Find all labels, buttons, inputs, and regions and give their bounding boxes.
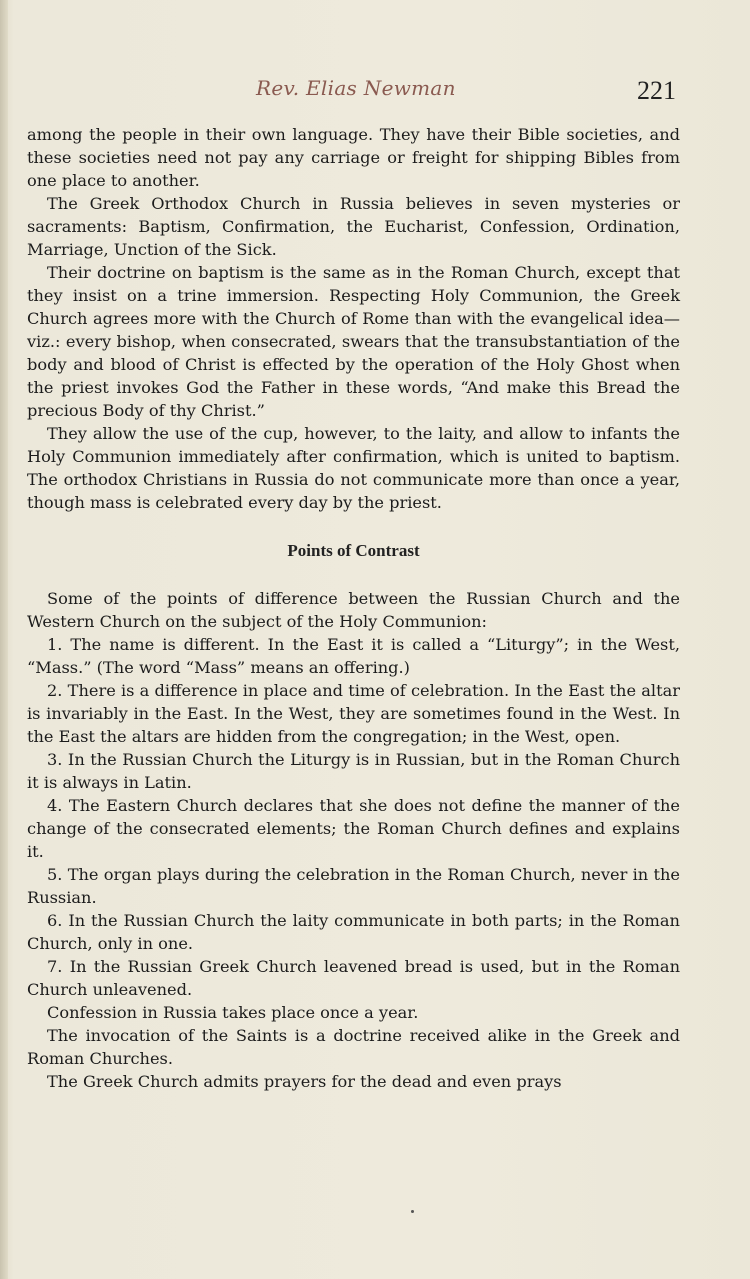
paragraph: They allow the use of the cup, however, to the laity, and allow to infants the Holy Communion immediately after confirmation, which is united to baptism. The orthodox Christians in Russia do not communicate more than once a year, though mass is celebrated every day by the priest. <box>27 424 680 512</box>
stray-ink-mark <box>411 1210 414 1213</box>
paragraph: Some of the points of difference between the Russian Church and the Western Church on the subject of the Holy Communion: <box>27 589 680 631</box>
list-item: 2. There is a difference in place and time of celebration. In the East the altar is invariably in the East. In the West, they are sometimes found in the West. In the East the altars are hidden from the congregation; in the West, open. <box>27 681 680 746</box>
list-item: 7. In the Russian Greek Church leavened bread is used, but in the Roman Church unleavened. <box>27 957 680 999</box>
paragraph: among the people in their own language. They have their Bible societies, and these societies need not pay any carriage or freight for shipping Bibles from one place to another. <box>27 125 680 190</box>
body-text <box>27 123 680 1093</box>
list-item: 6. In the Russian Church the laity communicate in both parts; in the Roman Church, only in one. <box>27 911 680 953</box>
list-item: 3. In the Russian Church the Liturgy is in Russian, but in the Roman Church it is always in Latin. <box>27 750 680 792</box>
paragraph: The invocation of the Saints is a doctrine received alike in the Greek and Roman Churches. <box>27 1026 680 1068</box>
paragraph: The Greek Church admits prayers for the dead and even prays <box>47 1072 562 1091</box>
running-head <box>0 76 750 110</box>
paragraph: The Greek Orthodox Church in Russia believes in seven mysteries or sacraments: Baptism, Confirmation, the Eucharist, Confession, Ordination, Marriage, Unction of the Sick. <box>27 194 680 259</box>
running-title: Rev. Elias Newman <box>256 76 456 100</box>
list-item: 4. The Eastern Church declares that she does not define the manner of the change of the consecrated elements; the Roman Church defines and explains it. <box>27 796 680 861</box>
list-item: 5. The organ plays during the celebration in the Roman Church, never in the Russian. <box>27 865 680 907</box>
page-spine-shadow <box>0 0 8 1279</box>
paragraph: Confession in Russia takes place once a year. <box>47 1003 419 1022</box>
paragraph: Their doctrine on baptism is the same as in the Roman Church, except that they insist on a trine immersion. Respecting Holy Communion, the Greek Church agrees more with the Church of Rome than with the evangelical idea—viz.: every bishop, when consecrated, swears that the transubstantiation of the body and blood of Christ is effected by the operation of the Holy Ghost when the priest invokes God the Father in these words, “And make this Bread the precious Body of thy Christ.” <box>27 263 680 420</box>
section-heading: Points of Contrast <box>287 541 420 560</box>
list-item: 1. The name is different. In the East it is called a “Liturgy”; in the West, “Mass.” (The word “Mass” means an offering.) <box>27 635 680 677</box>
page-number: 221 <box>637 76 676 105</box>
